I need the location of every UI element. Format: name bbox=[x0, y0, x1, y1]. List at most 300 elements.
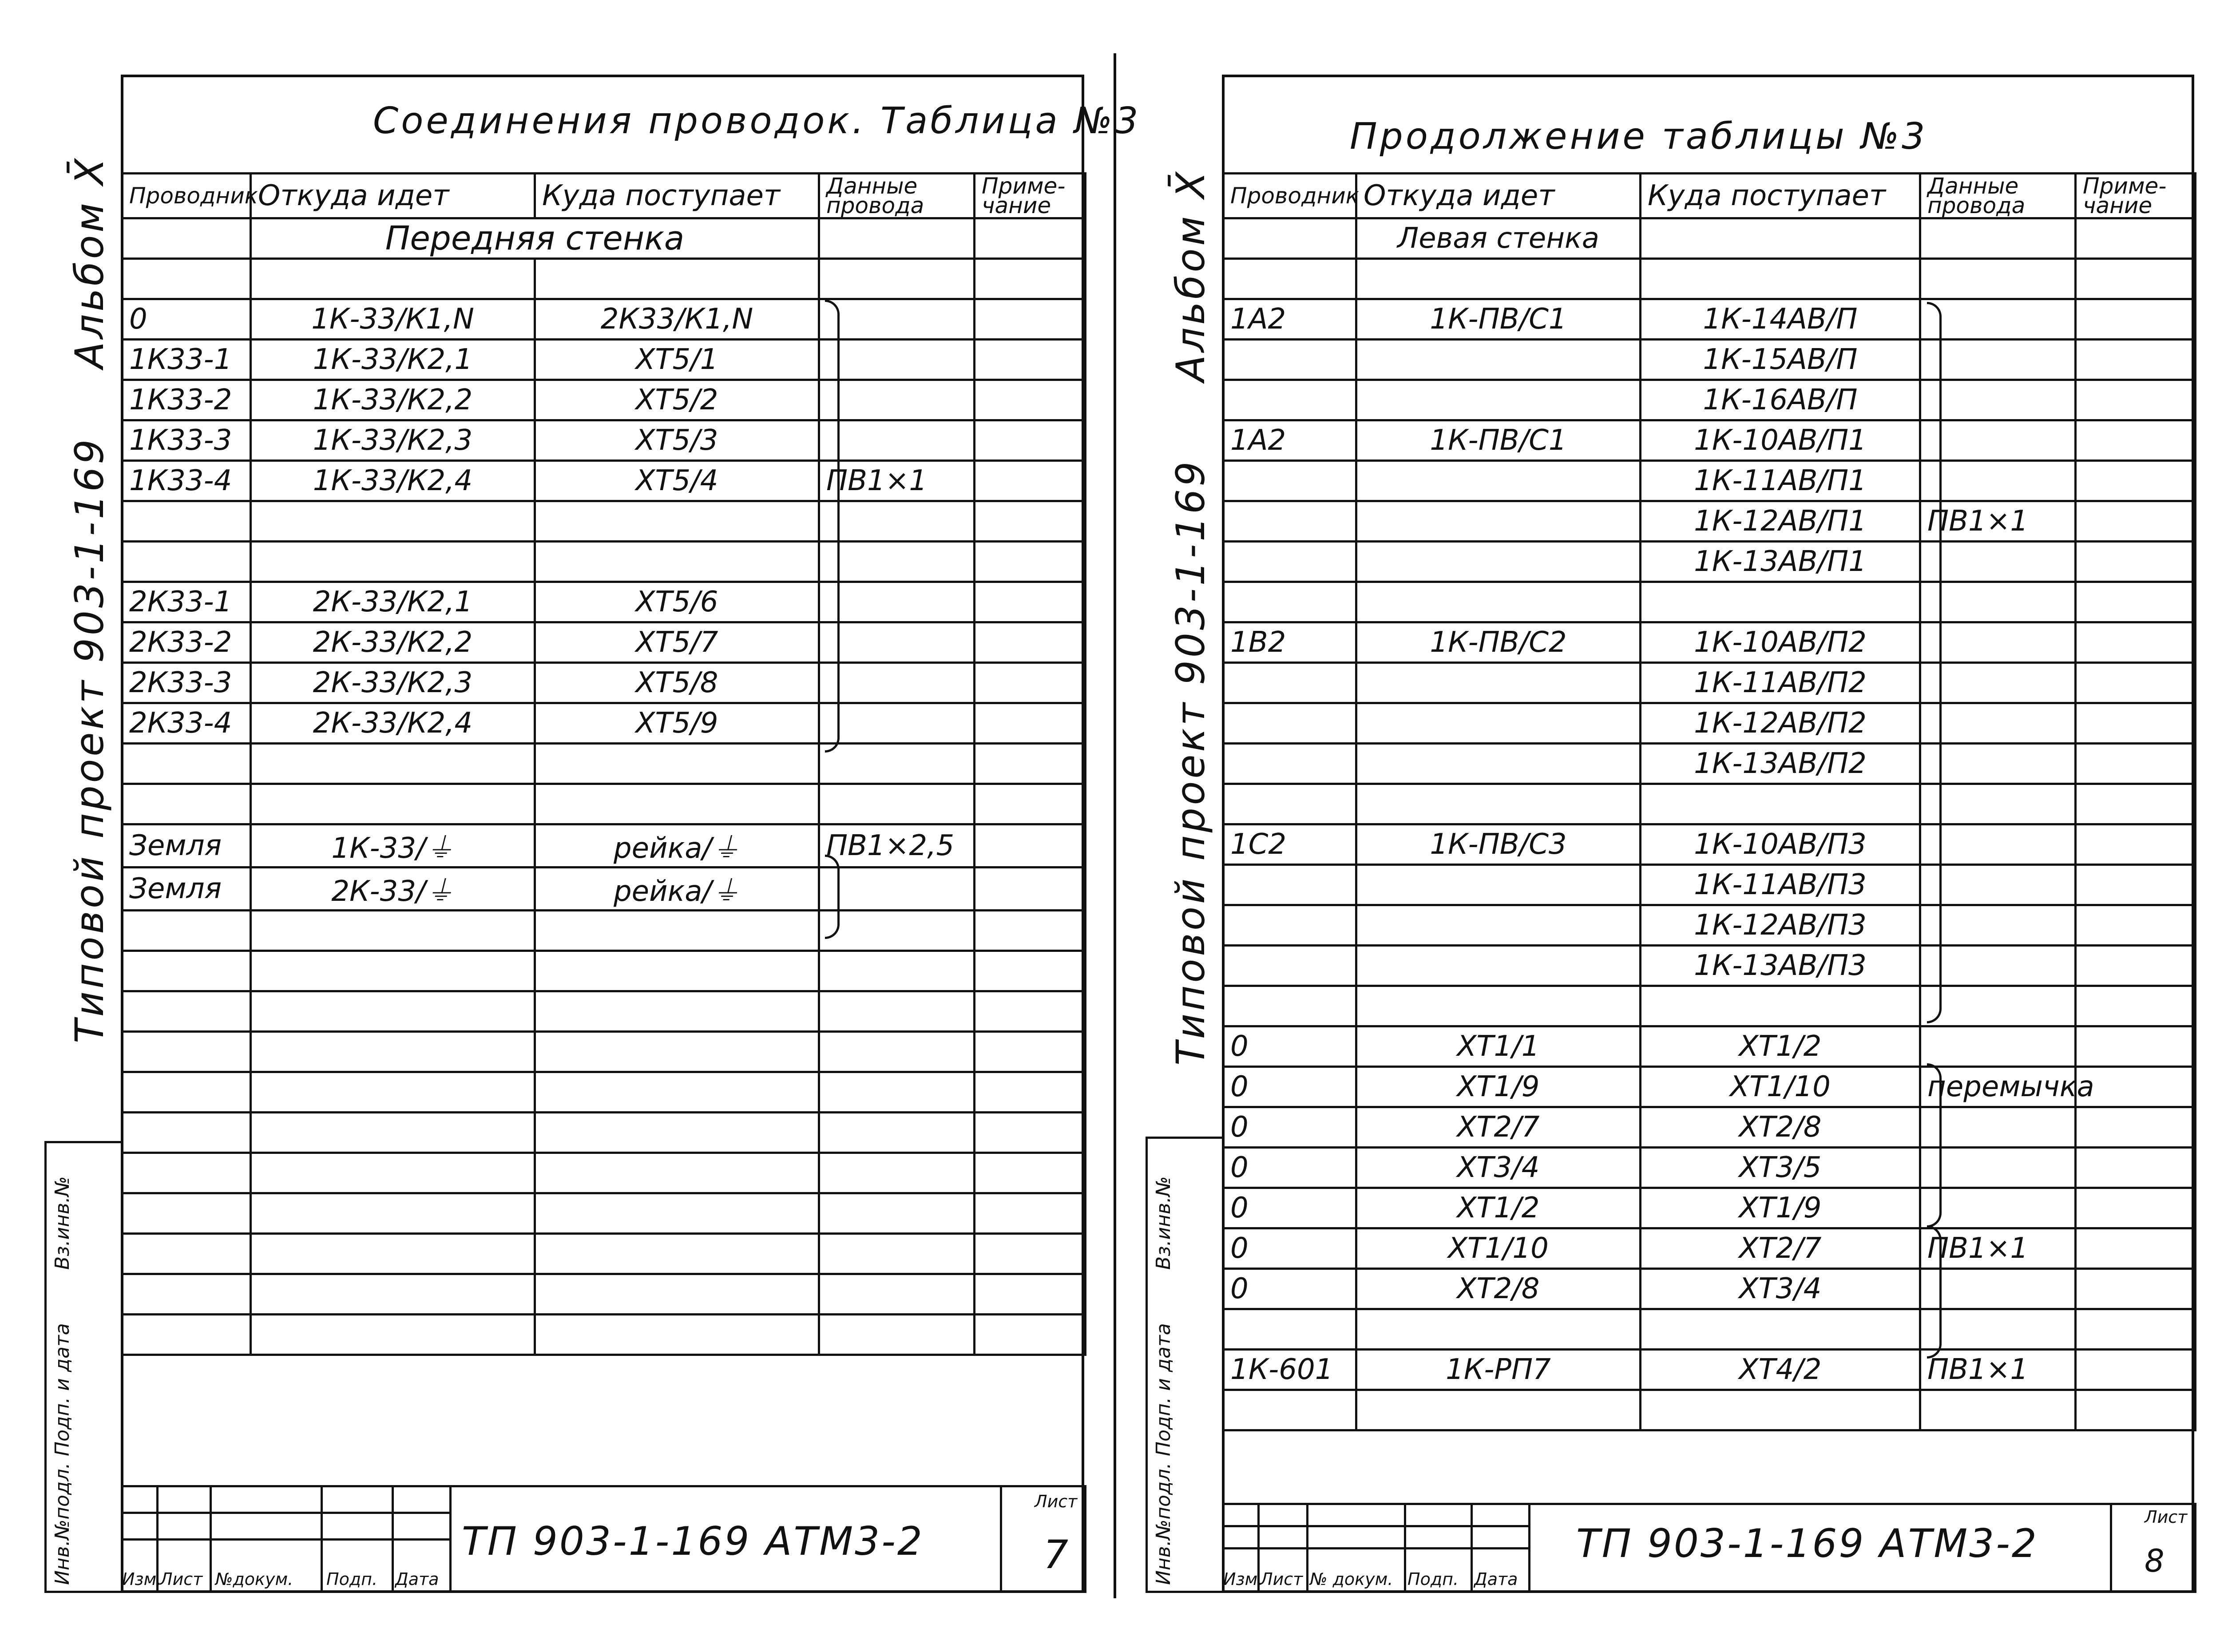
cell-note bbox=[975, 1234, 1086, 1274]
cell-note bbox=[2076, 1269, 2196, 1309]
table-header-row bbox=[122, 174, 1086, 218]
cell-to: 1К-15АВ/П bbox=[1641, 340, 1920, 380]
cell-conductor: Земля bbox=[122, 868, 251, 911]
cell-wire-data bbox=[819, 1193, 975, 1234]
cell-to: ХТ5/3 bbox=[535, 420, 819, 461]
table-row bbox=[122, 703, 1086, 744]
cell-note bbox=[2076, 259, 2196, 299]
cell-to: 1К-12АВ/П3 bbox=[1641, 905, 1920, 946]
cell-to: ХТ5/1 bbox=[535, 340, 819, 380]
section-row bbox=[122, 218, 1086, 259]
cell-to bbox=[535, 991, 819, 1032]
cell-to bbox=[535, 951, 819, 991]
cell-conductor bbox=[1223, 946, 1356, 986]
cell-to: 1К-12АВ/П1 bbox=[1641, 501, 1920, 542]
cell-wire-data bbox=[819, 1234, 975, 1274]
sheet-7-stamp-code: ТП 903-1-169 АТМ3-2 bbox=[462, 1518, 924, 1564]
sheet-8-stamp-col-izm: Изм. bbox=[1223, 1569, 1263, 1589]
cell-to: ХТ5/9 bbox=[535, 703, 819, 744]
table-row bbox=[1223, 1228, 2196, 1269]
cell-from bbox=[251, 1274, 535, 1315]
cell-conductor bbox=[1223, 582, 1356, 622]
cell-wire-data bbox=[1920, 865, 2076, 905]
cell-wire-data bbox=[819, 1274, 975, 1315]
sheet-8-stamp-col-doc: № докум. bbox=[1310, 1569, 1393, 1589]
cell-from: ХТ1/9 bbox=[1356, 1067, 1641, 1107]
cell-from bbox=[251, 744, 535, 784]
cell-to: ХТ3/4 bbox=[1641, 1269, 1920, 1309]
cell-conductor bbox=[1223, 461, 1356, 501]
cell-conductor bbox=[1223, 501, 1356, 542]
cell-from bbox=[251, 1032, 535, 1072]
cell-note bbox=[2076, 501, 2196, 542]
table-row bbox=[1223, 824, 2196, 865]
header-wire-data: Данные провода bbox=[819, 174, 975, 218]
cell-note bbox=[975, 744, 1086, 784]
cell-note bbox=[975, 501, 1086, 542]
table-row bbox=[122, 582, 1086, 622]
cell-wire-data bbox=[1920, 1390, 2076, 1430]
cell-from bbox=[1356, 1309, 1641, 1350]
cell-wire-data bbox=[819, 1072, 975, 1113]
cell-wire-data: ПВ1×1 bbox=[1920, 1228, 2076, 1269]
cell-conductor bbox=[122, 784, 251, 824]
cell-note bbox=[2076, 542, 2196, 582]
table-row bbox=[122, 784, 1086, 824]
table-row bbox=[1223, 1350, 2196, 1390]
cell-note bbox=[2076, 1228, 2196, 1269]
sheet-7-side-project: Типовой проект 903-1-169 bbox=[67, 436, 112, 1043]
table-row bbox=[122, 824, 1086, 868]
cell-from bbox=[1356, 663, 1641, 703]
cell-note bbox=[975, 703, 1086, 744]
cell-note bbox=[2076, 1026, 2196, 1067]
cell-note bbox=[2076, 1350, 2196, 1390]
sheet-7-side-label-inv: Инв.№подл. bbox=[51, 1462, 74, 1585]
cell-note bbox=[975, 340, 1086, 380]
table-row bbox=[122, 1032, 1086, 1072]
cell-to bbox=[1641, 582, 1920, 622]
cell-wire-data bbox=[1920, 582, 2076, 622]
cell-conductor: 2К33-2 bbox=[122, 622, 251, 663]
cell-conductor: 1К33-1 bbox=[122, 340, 251, 380]
table-row bbox=[1223, 905, 2196, 946]
table-row bbox=[122, 1113, 1086, 1153]
cell-to: ХТ2/8 bbox=[1641, 1107, 1920, 1148]
cell-from bbox=[1356, 340, 1641, 380]
cell-conductor bbox=[1223, 905, 1356, 946]
sheet-7-brace-2 bbox=[825, 855, 840, 939]
header-note: Приме-чание bbox=[975, 174, 1086, 218]
cell-to: 1К-14АВ/П bbox=[1641, 299, 1920, 340]
section-label: Передняя стенка bbox=[251, 218, 819, 259]
cell-to: 1К-11АВ/П1 bbox=[1641, 461, 1920, 501]
header-note: Приме-чание bbox=[2076, 174, 2196, 218]
table-row bbox=[1223, 420, 2196, 461]
cell-conductor bbox=[122, 1113, 251, 1153]
table-row bbox=[122, 1315, 1086, 1355]
cell-from bbox=[1356, 865, 1641, 905]
cell-from bbox=[1356, 744, 1641, 784]
cell-conductor: 0 bbox=[1223, 1148, 1356, 1188]
cell-note bbox=[2076, 461, 2196, 501]
table-row bbox=[1223, 663, 2196, 703]
cell-wire-data bbox=[819, 784, 975, 824]
sheet-7-stamp-sheet-no: 7 bbox=[1043, 1532, 1070, 1577]
cell-to bbox=[1641, 784, 1920, 824]
cell-wire-data bbox=[1920, 744, 2076, 784]
cell-note bbox=[975, 911, 1086, 951]
sheet-8-side-label-sign: Подп. и дата bbox=[1152, 1323, 1175, 1456]
cell-wire-data: ПВ1×2,5 bbox=[819, 824, 975, 868]
page-divider bbox=[1114, 53, 1116, 1598]
cell-to: рейка/⏚ bbox=[535, 824, 819, 868]
cell-from bbox=[1356, 461, 1641, 501]
cell-note bbox=[975, 380, 1086, 420]
table-row bbox=[122, 1274, 1086, 1315]
cell-to: 1К-13АВ/П2 bbox=[1641, 744, 1920, 784]
cell-note bbox=[975, 784, 1086, 824]
section-row bbox=[1223, 218, 2196, 259]
cell-to: 1К-10АВ/П3 bbox=[1641, 824, 1920, 865]
table-row bbox=[122, 340, 1086, 380]
cell-to: рейка/⏚ bbox=[535, 868, 819, 911]
cell-wire-data bbox=[819, 380, 975, 420]
cell-from: ХТ1/1 bbox=[1356, 1026, 1641, 1067]
table-row bbox=[122, 259, 1086, 299]
cell-to bbox=[1641, 259, 1920, 299]
table-row bbox=[1223, 501, 2196, 542]
cell-conductor bbox=[1223, 1390, 1356, 1430]
table-row bbox=[122, 951, 1086, 991]
cell-conductor: 2К33-3 bbox=[122, 663, 251, 703]
table-row bbox=[1223, 1309, 2196, 1350]
table-row bbox=[1223, 1026, 2196, 1067]
cell-wire-data bbox=[819, 703, 975, 744]
cell-to: ХТ5/2 bbox=[535, 380, 819, 420]
cell-to bbox=[1641, 986, 1920, 1026]
cell-wire-data bbox=[819, 259, 975, 299]
cell-from bbox=[1356, 380, 1641, 420]
cell-to bbox=[535, 1113, 819, 1153]
sheet-8-stamp-sheet-label: Лист bbox=[2145, 1507, 2188, 1527]
cell-note bbox=[2076, 865, 2196, 905]
cell-to bbox=[535, 1032, 819, 1072]
cell-conductor bbox=[122, 744, 251, 784]
cell-to: 1К-12АВ/П2 bbox=[1641, 703, 1920, 744]
table-row bbox=[122, 744, 1086, 784]
cell-note bbox=[2076, 744, 2196, 784]
sheet-8-brace-2 bbox=[1927, 1063, 1942, 1228]
cell-from bbox=[1356, 501, 1641, 542]
cell-to: 2К33/К1,N bbox=[535, 299, 819, 340]
cell-conductor bbox=[122, 542, 251, 582]
table-row bbox=[122, 1234, 1086, 1274]
cell-wire-data bbox=[819, 951, 975, 991]
sheet-8-side-project: Типовой проект 903-1-169 bbox=[1168, 459, 1213, 1066]
cell-conductor: 1К33-4 bbox=[122, 461, 251, 501]
table-row bbox=[122, 299, 1086, 340]
cell-to: ХТ1/9 bbox=[1641, 1188, 1920, 1228]
sheet-8-side-album: Альбом X̄ bbox=[1168, 169, 1213, 382]
cell-to: ХТ5/4 bbox=[535, 461, 819, 501]
cell-to: ХТ4/2 bbox=[1641, 1350, 1920, 1390]
cell-from: ХТ1/2 bbox=[1356, 1188, 1641, 1228]
cell-conductor: 1К33-3 bbox=[122, 420, 251, 461]
cell-conductor bbox=[122, 1153, 251, 1193]
cell-from: ХТ3/4 bbox=[1356, 1148, 1641, 1188]
table-row bbox=[1223, 1390, 2196, 1430]
sheet-7-side-album: Альбом X̄ bbox=[67, 155, 112, 368]
cell-conductor bbox=[122, 1234, 251, 1274]
sheet-8-stamp-code: ТП 903-1-169 АТМ3-2 bbox=[1576, 1521, 2038, 1566]
cell-wire-data bbox=[1920, 1269, 2076, 1309]
cell-from: 2К-33/К2,4 bbox=[251, 703, 535, 744]
cell-from bbox=[251, 1193, 535, 1234]
cell-from: 1К-33/К2,4 bbox=[251, 461, 535, 501]
cell-from bbox=[1356, 986, 1641, 1026]
cell-note bbox=[975, 1193, 1086, 1234]
cell-to: 1К-16АВ/П bbox=[1641, 380, 1920, 420]
cell-wire-data bbox=[1920, 703, 2076, 744]
cell-wire-data bbox=[1920, 1107, 2076, 1148]
cell-to bbox=[535, 1234, 819, 1274]
cell-wire-data bbox=[819, 663, 975, 703]
table-row bbox=[122, 380, 1086, 420]
cell-to: ХТ5/6 bbox=[535, 582, 819, 622]
cell-note bbox=[2076, 582, 2196, 622]
cell-wire-data bbox=[1920, 663, 2076, 703]
cell-note bbox=[975, 582, 1086, 622]
cell-to: 1К-10АВ/П2 bbox=[1641, 622, 1920, 663]
cell-wire-data bbox=[819, 1153, 975, 1193]
sheet-8-stamp-col-date: Дата bbox=[1474, 1569, 1518, 1589]
cell-conductor bbox=[122, 991, 251, 1032]
sheet-7-table bbox=[121, 172, 1086, 1356]
cell-wire-data bbox=[819, 622, 975, 663]
table-row bbox=[1223, 461, 2196, 501]
sheet-7-title: Соединения проводок. Таблица №3 bbox=[373, 100, 1141, 142]
cell-from bbox=[251, 1072, 535, 1113]
cell-note bbox=[975, 951, 1086, 991]
cell-note bbox=[975, 461, 1086, 501]
table-row bbox=[122, 461, 1086, 501]
cell-wire-data bbox=[819, 1032, 975, 1072]
cell-conductor bbox=[1223, 986, 1356, 1026]
cell-from: 1К-33/К2,2 bbox=[251, 380, 535, 420]
table-row bbox=[1223, 1188, 2196, 1228]
cell-from bbox=[1356, 905, 1641, 946]
table-row bbox=[1223, 946, 2196, 986]
cell-note bbox=[2076, 946, 2196, 986]
cell-note bbox=[975, 868, 1086, 911]
table-row bbox=[122, 542, 1086, 582]
table-row bbox=[1223, 1107, 2196, 1148]
cell-from bbox=[251, 1234, 535, 1274]
cell-note bbox=[975, 663, 1086, 703]
table-row bbox=[122, 991, 1086, 1032]
cell-conductor: Земля bbox=[122, 824, 251, 868]
table-row bbox=[1223, 380, 2196, 420]
cell-from: 1К-33/К2,3 bbox=[251, 420, 535, 461]
cell-from: 1К-ПВ/С1 bbox=[1356, 299, 1641, 340]
cell-conductor bbox=[122, 1274, 251, 1315]
cell-note bbox=[2076, 299, 2196, 340]
cell-to bbox=[535, 259, 819, 299]
cell-from bbox=[251, 1153, 535, 1193]
cell-from: 1К-ПВ/С2 bbox=[1356, 622, 1641, 663]
cell-wire-data: перемычка bbox=[1920, 1067, 2076, 1107]
cell-from bbox=[1356, 784, 1641, 824]
cell-wire-data bbox=[819, 991, 975, 1032]
cell-to: 1К-13АВ/П1 bbox=[1641, 542, 1920, 582]
cell-note bbox=[2076, 1107, 2196, 1148]
cell-wire-data: ПВ1×1 bbox=[1920, 1350, 2076, 1390]
cell-note bbox=[975, 1032, 1086, 1072]
table-row bbox=[1223, 259, 2196, 299]
cell-from bbox=[1356, 946, 1641, 986]
cell-conductor: 1А2 bbox=[1223, 299, 1356, 340]
sheet-7-stamp-col-list: Лист bbox=[160, 1569, 203, 1589]
cell-note bbox=[975, 1072, 1086, 1113]
cell-from bbox=[251, 951, 535, 991]
cell-to: ХТ1/10 bbox=[1641, 1067, 1920, 1107]
cell-from bbox=[1356, 259, 1641, 299]
cell-to bbox=[535, 744, 819, 784]
cell-conductor: 0 bbox=[1223, 1107, 1356, 1148]
sheet-8-brace-3 bbox=[1927, 1225, 1942, 1359]
cell-note bbox=[2076, 1390, 2196, 1430]
cell-wire-data bbox=[1920, 1148, 2076, 1188]
cell-note bbox=[2076, 784, 2196, 824]
cell-from bbox=[1356, 703, 1641, 744]
cell-to bbox=[1641, 1309, 1920, 1350]
header-from: Откуда идет bbox=[1356, 174, 1641, 218]
table-row bbox=[122, 1153, 1086, 1193]
cell-wire-data bbox=[1920, 420, 2076, 461]
sheet-8-stamp-col-list: Лист bbox=[1260, 1569, 1303, 1589]
cell-wire-data bbox=[1920, 542, 2076, 582]
cell-wire-data bbox=[819, 340, 975, 380]
cell-note bbox=[2076, 1188, 2196, 1228]
sheet-8-side-label-vz: Вз.инв.№ bbox=[1152, 1176, 1175, 1270]
cell-to: ХТ5/7 bbox=[535, 622, 819, 663]
cell-to: ХТ1/2 bbox=[1641, 1026, 1920, 1067]
cell-to bbox=[535, 501, 819, 542]
table-row bbox=[122, 663, 1086, 703]
cell-to: ХТ2/7 bbox=[1641, 1228, 1920, 1269]
table-row bbox=[1223, 1067, 2196, 1107]
cell-note bbox=[975, 420, 1086, 461]
cell-to bbox=[1641, 1390, 1920, 1430]
cell-note bbox=[975, 542, 1086, 582]
cell-conductor bbox=[122, 911, 251, 951]
cell-to bbox=[535, 1072, 819, 1113]
cell-wire-data bbox=[819, 868, 975, 911]
sheet-8-title: Продолжение таблицы №3 bbox=[1350, 115, 1928, 158]
cell-to bbox=[535, 911, 819, 951]
cell-from: 2К-33/⏚ bbox=[251, 868, 535, 911]
cell-conductor bbox=[122, 951, 251, 991]
table-row bbox=[1223, 784, 2196, 824]
table-row bbox=[122, 420, 1086, 461]
cell-conductor: 2К33-4 bbox=[122, 703, 251, 744]
cell-from: 1К-33/⏚ bbox=[251, 824, 535, 868]
cell-to: 1К-10АВ/П1 bbox=[1641, 420, 1920, 461]
sheet-7-stamp-col-doc: №докум. bbox=[215, 1569, 293, 1589]
cell-to bbox=[535, 1274, 819, 1315]
cell-note bbox=[2076, 622, 2196, 663]
cell-wire-data bbox=[819, 582, 975, 622]
cell-note bbox=[975, 622, 1086, 663]
table-row bbox=[1223, 703, 2196, 744]
header-to: Куда поступает bbox=[535, 174, 819, 218]
cell-from bbox=[1356, 582, 1641, 622]
cell-note bbox=[2076, 703, 2196, 744]
cell-from: 1К-ПВ/С3 bbox=[1356, 824, 1641, 865]
cell-conductor bbox=[122, 259, 251, 299]
sheet-7-side-label-vz: Вз.инв.№ bbox=[51, 1176, 74, 1270]
table-row bbox=[1223, 865, 2196, 905]
table-row bbox=[122, 911, 1086, 951]
cell-from: 1К-РП7 bbox=[1356, 1350, 1641, 1390]
cell-wire-data bbox=[1920, 1309, 2076, 1350]
cell-conductor: 0 bbox=[1223, 1026, 1356, 1067]
cell-wire-data bbox=[819, 542, 975, 582]
cell-to: ХТ3/5 bbox=[1641, 1148, 1920, 1188]
cell-note bbox=[2076, 340, 2196, 380]
cell-conductor: 0 bbox=[122, 299, 251, 340]
table-row bbox=[122, 1193, 1086, 1234]
cell-conductor: 1К-601 bbox=[1223, 1350, 1356, 1390]
sheet-7-stamp-col-izm: Изм. bbox=[122, 1569, 162, 1589]
sheet-7-stamp-sheet-label: Лист bbox=[1035, 1492, 1078, 1511]
cell-from: 1К-33/К2,1 bbox=[251, 340, 535, 380]
header-from: Откуда идет bbox=[251, 174, 535, 218]
cell-conductor: 0 bbox=[1223, 1269, 1356, 1309]
cell-conductor bbox=[122, 1315, 251, 1355]
cell-note bbox=[2076, 380, 2196, 420]
cell-wire-data bbox=[819, 501, 975, 542]
cell-note bbox=[975, 259, 1086, 299]
cell-conductor bbox=[1223, 380, 1356, 420]
cell-conductor: 1К33-2 bbox=[122, 380, 251, 420]
cell-from: 1К-ПВ/С1 bbox=[1356, 420, 1641, 461]
cell-from: ХТ2/8 bbox=[1356, 1269, 1641, 1309]
cell-wire-data bbox=[1920, 622, 2076, 663]
cell-wire-data bbox=[1920, 380, 2076, 420]
cell-wire-data bbox=[1920, 1188, 2076, 1228]
cell-conductor bbox=[122, 1032, 251, 1072]
cell-to bbox=[535, 784, 819, 824]
cell-from bbox=[251, 991, 535, 1032]
table-header-row bbox=[1223, 174, 2196, 218]
cell-conductor bbox=[122, 501, 251, 542]
cell-wire-data bbox=[1920, 824, 2076, 865]
table-row bbox=[1223, 582, 2196, 622]
cell-note bbox=[975, 1315, 1086, 1355]
cell-wire-data bbox=[819, 744, 975, 784]
cell-wire-data: ПВ1×1 bbox=[1920, 501, 2076, 542]
cell-from bbox=[251, 1315, 535, 1355]
cell-to bbox=[535, 1315, 819, 1355]
cell-wire-data bbox=[819, 420, 975, 461]
table-row bbox=[122, 1072, 1086, 1113]
cell-wire-data: ПВ1×1 bbox=[819, 461, 975, 501]
cell-from bbox=[1356, 1390, 1641, 1430]
cell-conductor bbox=[1223, 542, 1356, 582]
sheet-8-table bbox=[1222, 172, 2196, 1431]
